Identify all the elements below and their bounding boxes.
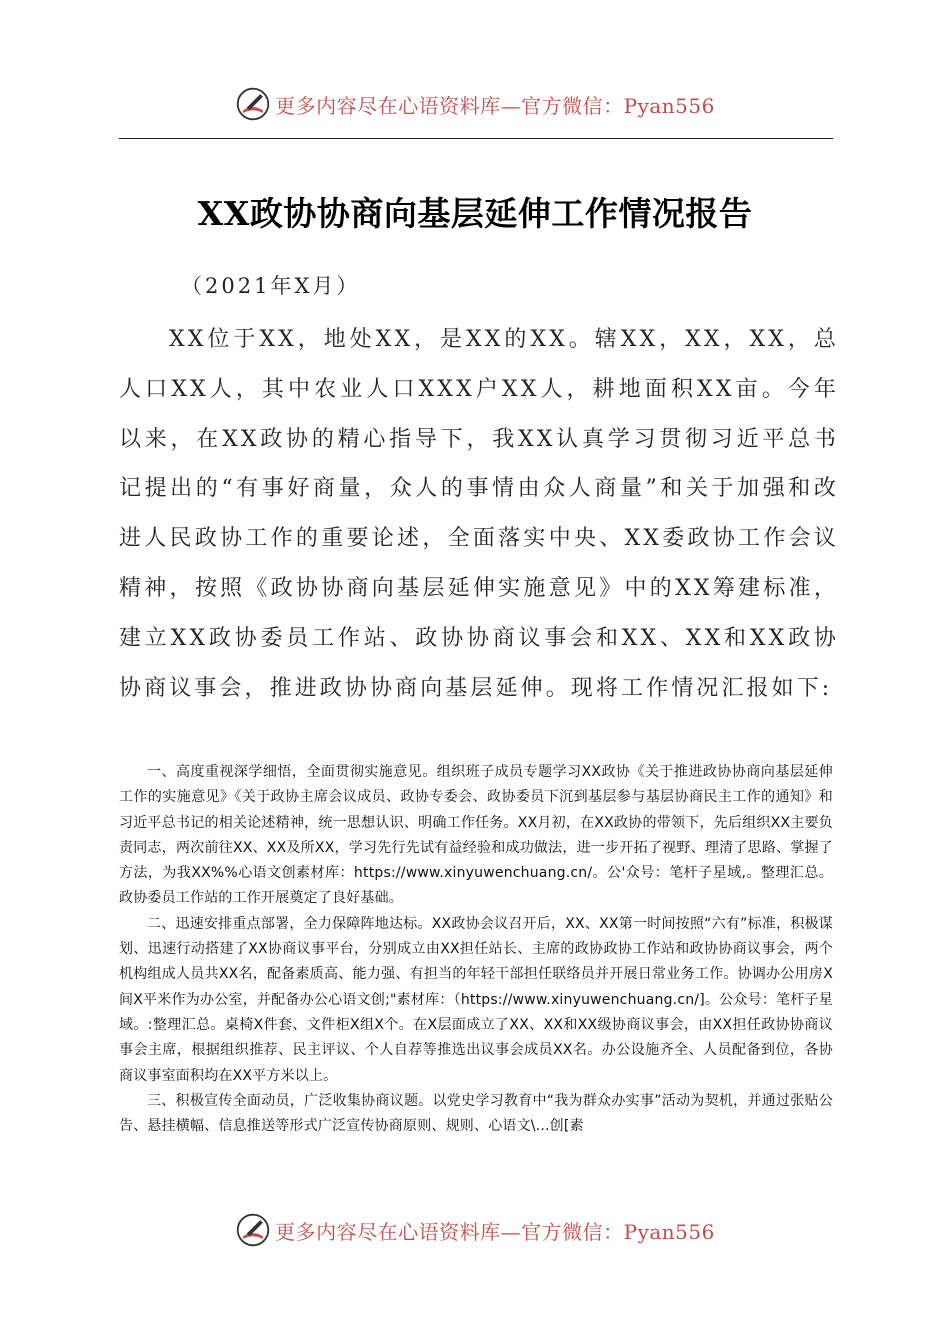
footer-banner xyxy=(0,1208,950,1252)
banner-text: 更多内容尽在心语资料库—官方微信：Pyan556 xyxy=(275,93,715,118)
header-divider xyxy=(119,138,833,139)
paragraph-3: 三、积极宣传全面动员，广泛收集协商议题。以党史学习教育中“我为群众办实事”活动为契机，并通过张贴公告、悬挂横幅、信息推送等形式广泛宣传协商原则、规则、心语文\...创[素 xyxy=(119,1092,833,1135)
document-title: XX政协协商向基层延伸工作情况报告 xyxy=(197,194,753,233)
paragraph-2: 二、迅速安排重点部署，全力保障阵地达标。XX政协会议召开后，XX、XX第一时间按照“六有”标准，积极谋划、迅速行动搭建了XX协商议事平台，分别成立由XX担任站长、主席的政协政协工作站和政协协商议事会，两个机构组成人员共XX名，配备素质高、能力强、有担当的年轻干部担任联络员并开展日常业务工作。协调办公用房X间X平米作为办公室，并配备办公心语文创;"素材库：（https://www.xinyuwenchuang.cn/]。公众号：笔杆子星域。:整理汇总。桌椅X件套、文件柜X组X个。在X层面成立了XX、XX和XX级协商议事会，由XX担任政协协商议事会主席，根据组织推荐、民主评议、个人自荐等推选出议事会成员XX名。办公设施齐全、人员配备到位，各协商议事室面积均在XX平方米以上。 xyxy=(119,915,833,1084)
banner-text: 更多内容尽在心语资料库—官方微信：Pyan556 xyxy=(275,1219,715,1244)
paragraph-1: 一、高度重视深学细悟，全面贯彻实施意见。组织班子成员专题学习XX政协《关于推进政协协商向基层延伸工作的实施意见》《关于政协主席会议成员、政协专委会、政协委员下沉到基层参与基层协商民主工作的通知》和习近平总书记的相关论述精神，统一思想认识、明确工作任务。XX月初，在XX政协的带领下，先后组织XX主要负责同志，两次前往XX、XX及所XX，学习先行先试有益经验和成功做法，进一步开拓了视野、理清了思路、掌握了方法，为我XX%%心语文创素材库：https://www.xinyuwenchuang.cn/。公'众号：笔杆子星域,。整理汇总。政协委员工作站的工作开展奠定了良好基础。 xyxy=(119,764,833,907)
intro-paragraph: XX位于XX，地处XX，是XX的XX。辖XX，XX，XX，总人口XX人，其中农业人口XXX户XX人，耕地面积XX亩。今年以来，在XX政协的精心指导下，我XX认真学习贯彻习近平总书记提出的“有事好商量，众人的事情由众人商量”和关于加强和改进人民政协工作的重要论述，全面落实中央、XX委政协工作会议精神，按照《政协协商向基层延伸实施意见》中的XX筹建标准，建立XX政协委员工作站、政协协商议事会和XX、XX和XX政协协商议事会，推进政协协商向基层延伸。现将工作情况汇报如下: xyxy=(119,327,839,701)
body-section xyxy=(119,760,833,1139)
document-date: （2021年X月） xyxy=(181,274,361,298)
pen-book-logo-icon xyxy=(235,1212,271,1248)
header-banner xyxy=(0,82,950,126)
pen-book-logo-icon xyxy=(235,86,271,122)
